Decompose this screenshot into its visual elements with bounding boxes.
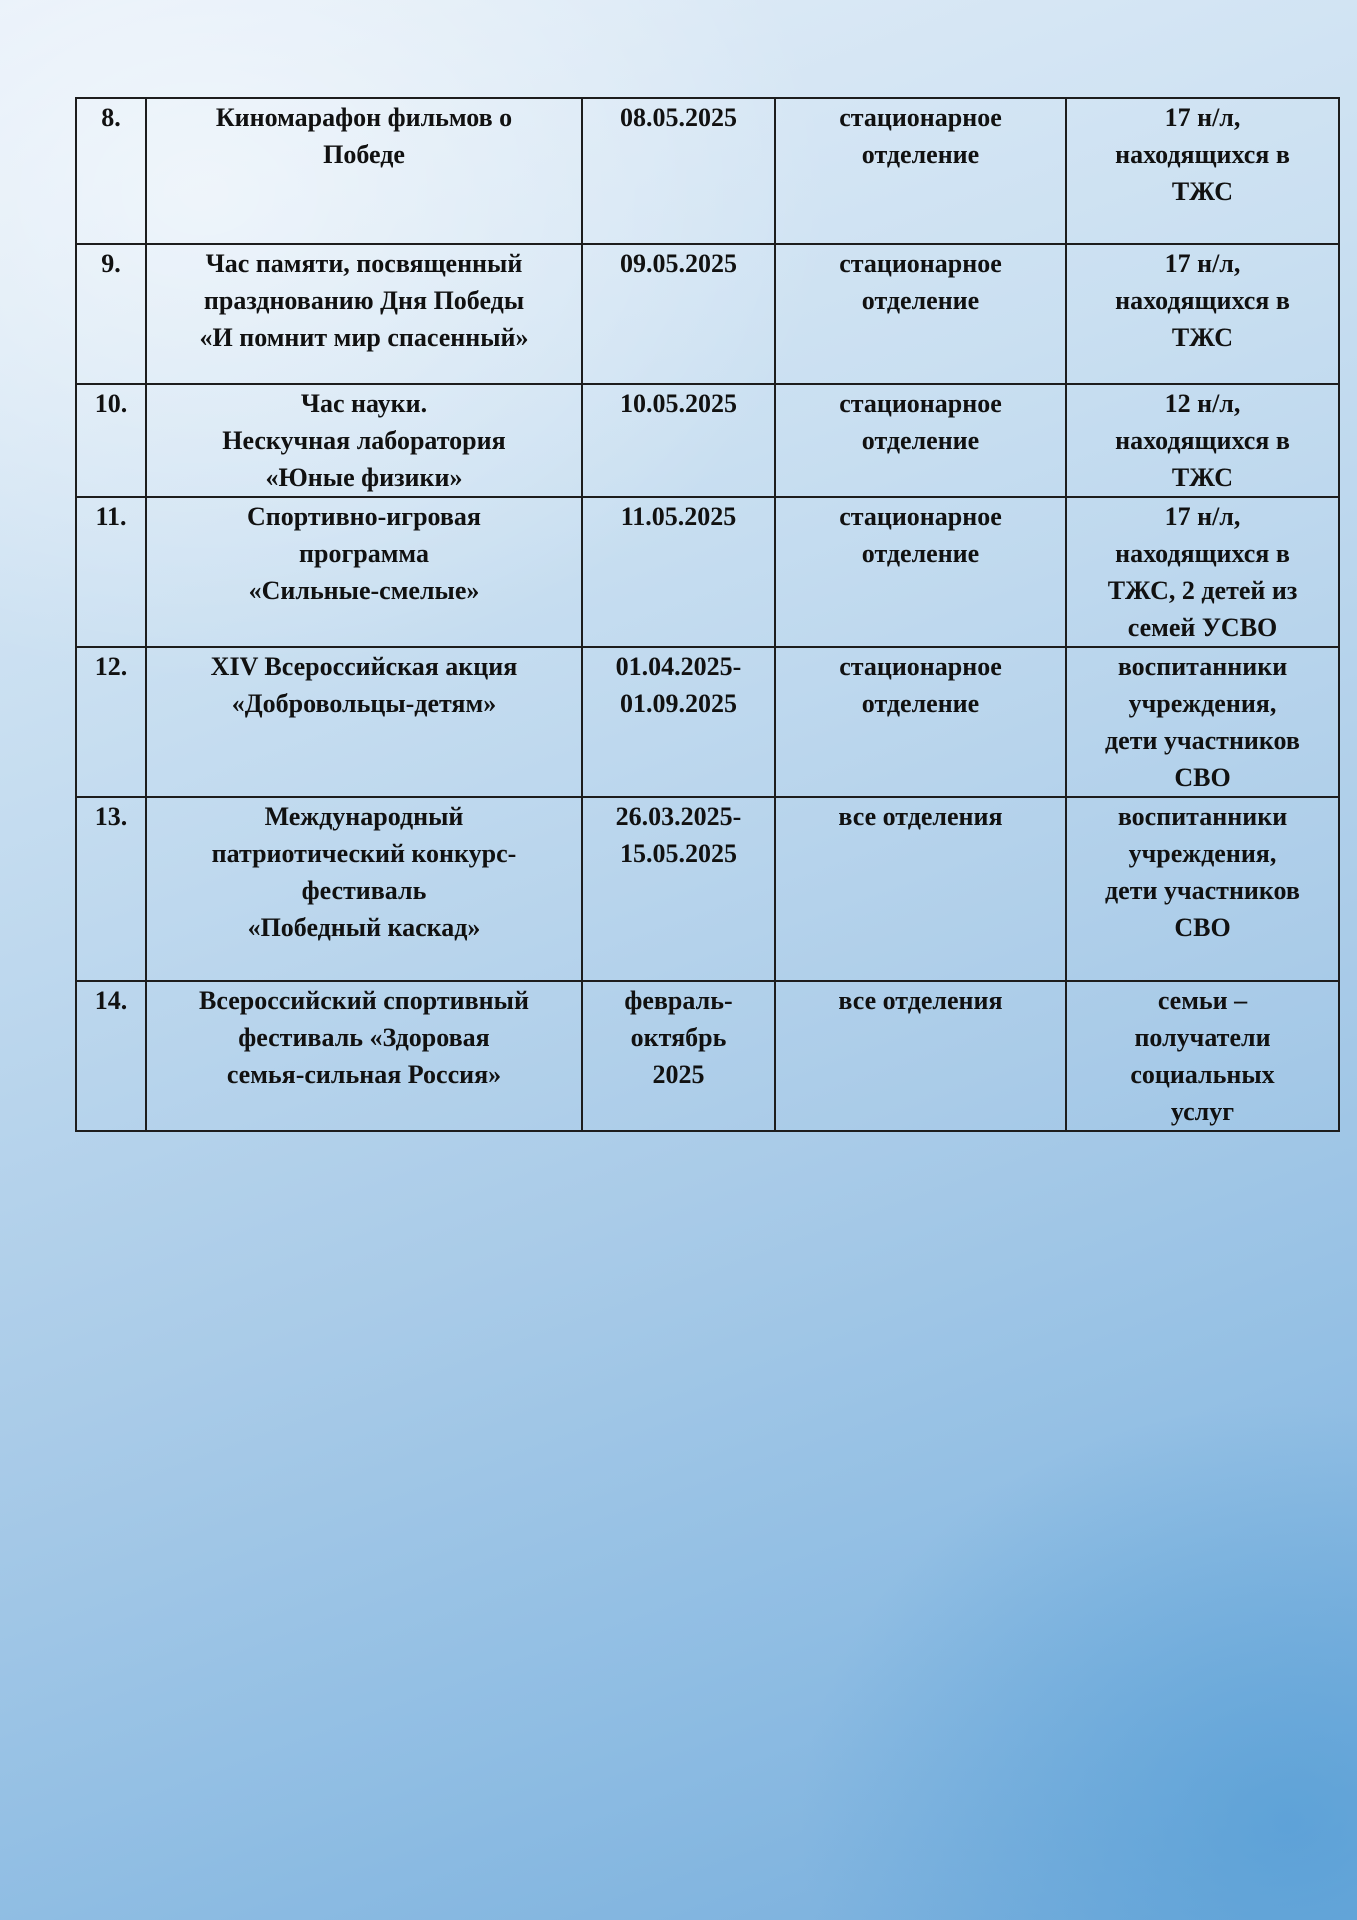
event-name: Киномарафон фильмов о Победе [146,98,582,244]
row-number: 11. [76,497,146,647]
row-number: 12. [76,647,146,797]
event-participants: 17 н/л, находящихся в ТЖС, 2 детей из семей УСВО [1066,497,1339,647]
event-name: Международный патриотический конкурс- фестиваль «Победный каскад» [146,797,582,981]
table-row [76,981,1339,1131]
event-participants: 17 н/л, находящихся в ТЖС [1066,98,1339,244]
event-name: Час науки. Нескучная лаборатория «Юные физики» [146,384,582,497]
event-name: Спортивно-игровая программа «Сильные-смелые» [146,497,582,647]
table-row [76,797,1339,981]
row-number: 9. [76,244,146,384]
table-row [76,497,1339,647]
event-name: XIV Всероссийская акция «Добровольцы-детям» [146,647,582,797]
event-name: Час памяти, посвященный празднованию Дня Победы «И помнит мир спасенный» [146,244,582,384]
table-row [76,384,1339,497]
event-participants: 17 н/л, находящихся в ТЖС [1066,244,1339,384]
event-participants: воспитанники учреждения, дети участников СВО [1066,647,1339,797]
event-name: Всероссийский спортивный фестиваль «Здоровая семья-сильная Россия» [146,981,582,1131]
events-table [75,97,1340,1132]
event-date: 11.05.2025 [582,497,775,647]
event-place: стационарное отделение [775,98,1066,244]
event-participants: воспитанники учреждения, дети участников СВО [1066,797,1339,981]
event-place: все отделения [775,981,1066,1131]
event-place: стационарное отделение [775,244,1066,384]
event-date: февраль- октябрь 2025 [582,981,775,1131]
event-participants: семьи – получатели социальных услуг [1066,981,1339,1131]
row-number: 14. [76,981,146,1131]
event-date: 08.05.2025 [582,98,775,244]
table-row [76,647,1339,797]
event-date: 09.05.2025 [582,244,775,384]
event-place: стационарное отделение [775,497,1066,647]
event-place: стационарное отделение [775,384,1066,497]
event-date: 01.04.2025- 01.09.2025 [582,647,775,797]
row-number: 10. [76,384,146,497]
event-place: стационарное отделение [775,647,1066,797]
event-participants: 12 н/л, находящихся в ТЖС [1066,384,1339,497]
event-date: 26.03.2025- 15.05.2025 [582,797,775,981]
table-row [76,98,1339,244]
row-number: 13. [76,797,146,981]
event-place: все отделения [775,797,1066,981]
table-row [76,244,1339,384]
event-date: 10.05.2025 [582,384,775,497]
row-number: 8. [76,98,146,244]
